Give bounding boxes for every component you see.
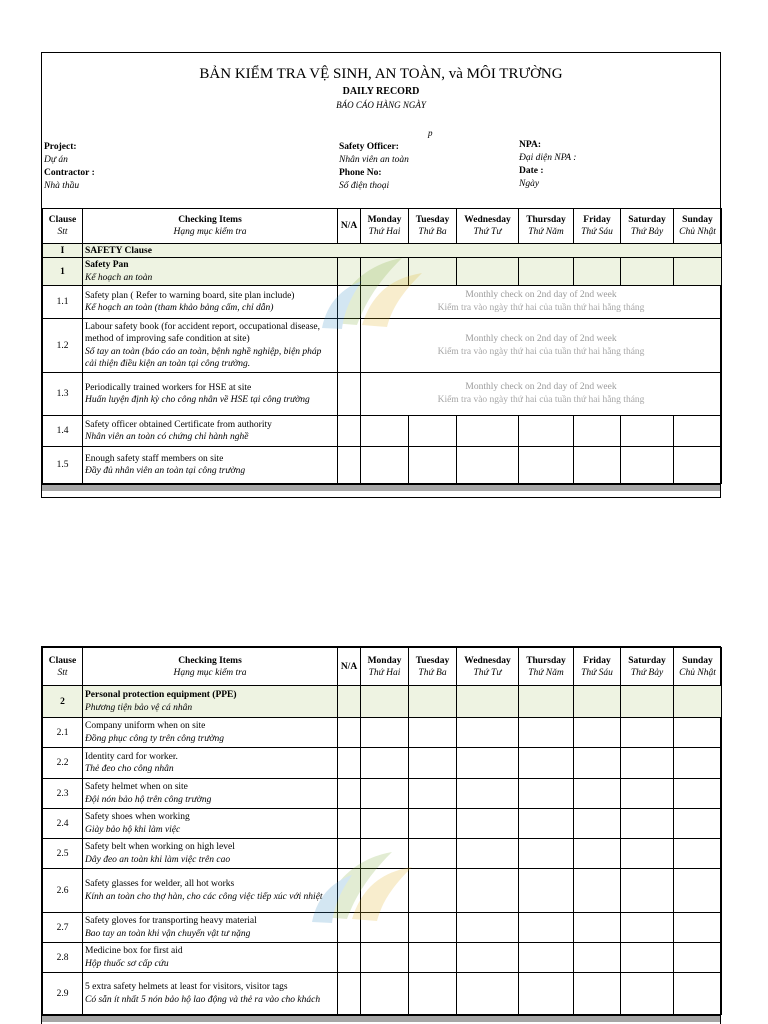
table-row [43, 718, 722, 748]
day-cell[interactable] [574, 416, 621, 447]
saturday-header: Saturday Thứ Bảy [621, 209, 674, 244]
day-cell[interactable] [674, 779, 722, 809]
day-cell[interactable] [361, 258, 409, 286]
wednesday-header: Wednesday Thứ Tư [457, 648, 519, 686]
subsection-number: 1 [43, 258, 83, 286]
day-cell[interactable] [519, 447, 574, 484]
day-cell[interactable] [519, 839, 574, 869]
day-cell[interactable] [361, 416, 409, 447]
day-cell[interactable] [457, 943, 519, 973]
monthly-check-note: Monthly check on 2nd day of 2nd week Kiểm tra vào ngày thứ hai của tuần thứ hai hằng tháng [361, 286, 722, 319]
day-cell[interactable] [574, 869, 621, 913]
subsection-item: Safety Pan Kế hoạch an toàn [83, 258, 338, 286]
day-cell[interactable] [519, 748, 574, 779]
contractor-label: Contractor : [44, 168, 95, 178]
day-cell[interactable] [457, 258, 519, 286]
day-cell[interactable] [519, 809, 574, 839]
clause-number: 1.1 [43, 286, 83, 319]
day-cell[interactable] [674, 258, 722, 286]
wednesday-header: Wednesday Thứ Tư [457, 209, 519, 244]
checking-item: Medicine box for first aid Hộp thuốc sơ cấp cứu [83, 943, 338, 973]
table-row [43, 839, 722, 869]
day-cell[interactable] [574, 686, 621, 718]
day-cell[interactable] [409, 809, 457, 839]
day-cell[interactable] [519, 913, 574, 943]
day-cell[interactable] [519, 973, 574, 1015]
na-cell[interactable] [338, 319, 361, 373]
clause-number: 2.5 [43, 839, 83, 869]
day-cell[interactable] [574, 779, 621, 809]
na-cell[interactable] [338, 447, 361, 484]
checking-item: Safety officer obtained Certificate from authority Nhân viên an toàn có chứng chỉ hành nghề [83, 416, 338, 447]
project-contractor-block [44, 141, 95, 193]
day-cell[interactable] [674, 748, 722, 779]
clause-number: 1.5 [43, 447, 83, 484]
table-header-row [43, 648, 722, 686]
day-cell[interactable] [574, 809, 621, 839]
table-row [43, 869, 722, 913]
record-sheet-page-1 [41, 52, 721, 498]
na-cell[interactable] [338, 973, 361, 1015]
table-row [43, 286, 722, 319]
section-row-safety [43, 244, 722, 258]
npa-date-block [519, 139, 576, 191]
day-cell[interactable] [409, 943, 457, 973]
day-cell[interactable] [409, 686, 457, 718]
day-cell[interactable] [674, 913, 722, 943]
table-row [43, 319, 722, 373]
clause-number: 1.3 [43, 373, 83, 416]
day-cell[interactable] [621, 943, 674, 973]
day-cell[interactable] [621, 973, 674, 1015]
day-cell[interactable] [621, 416, 674, 447]
day-cell[interactable] [519, 943, 574, 973]
clause-number: 2.8 [43, 943, 83, 973]
day-cell[interactable] [409, 869, 457, 913]
day-cell[interactable] [409, 748, 457, 779]
day-cell[interactable] [621, 718, 674, 748]
checking-items-header: Checking Items Hạng mục kiểm tra [83, 648, 338, 686]
npa-label-vi: Đại diện NPA : [519, 153, 577, 163]
checking-item: Enough safety staff members on site Đầy đủ nhân viên an toàn tại công trường [83, 447, 338, 484]
sheet-subtitle-en: DAILY RECORD [342, 86, 420, 97]
subsection-row-ppe [43, 686, 722, 718]
checking-item: Safety shoes when working Giày bảo hộ khi làm việc [83, 809, 338, 839]
day-cell[interactable] [361, 839, 409, 869]
day-cell[interactable] [574, 718, 621, 748]
na-cell[interactable] [338, 416, 361, 447]
day-cell[interactable] [674, 973, 722, 1015]
day-cell[interactable] [457, 839, 519, 869]
table-row [43, 913, 722, 943]
clause-header: Clause Stt [43, 209, 83, 244]
day-cell[interactable] [674, 447, 722, 484]
checking-item: Identity card for worker. Thẻ đeo cho công nhân [83, 748, 338, 779]
section-number: I [43, 244, 83, 258]
day-cell[interactable] [674, 839, 722, 869]
day-cell[interactable] [621, 809, 674, 839]
clause-number: 2.3 [43, 779, 83, 809]
phone-label-vi: Số điện thoại [339, 181, 390, 191]
day-cell[interactable] [409, 973, 457, 1015]
table-row [43, 373, 722, 416]
clause-number: 2.2 [43, 748, 83, 779]
day-cell[interactable] [621, 869, 674, 913]
day-cell[interactable] [621, 913, 674, 943]
day-cell[interactable] [457, 913, 519, 943]
project-label: Project: [44, 142, 77, 152]
clause-number: 2.4 [43, 809, 83, 839]
table-header-row [43, 209, 722, 244]
table-row [43, 748, 722, 779]
monday-header: Monday Thứ Hai [361, 209, 409, 244]
sunday-header: Sunday Chủ Nhật [674, 209, 722, 244]
na-cell[interactable] [338, 779, 361, 809]
na-cell[interactable] [338, 943, 361, 973]
sheet-header [42, 53, 720, 208]
clause-number: 2.6 [43, 869, 83, 913]
na-header: N/A [338, 648, 361, 686]
day-cell[interactable] [361, 779, 409, 809]
table-row [43, 447, 722, 484]
day-cell[interactable] [361, 447, 409, 484]
day-cell[interactable] [574, 748, 621, 779]
thursday-header: Thursday Thứ Năm [519, 648, 574, 686]
clause-number: 1.2 [43, 319, 83, 373]
subsection-item: Personal protection equipment (PPE) Phương tiện bảo vệ cá nhân [83, 686, 338, 718]
table-row [43, 943, 722, 973]
day-cell[interactable] [457, 416, 519, 447]
day-cell[interactable] [457, 686, 519, 718]
day-cell[interactable] [621, 686, 674, 718]
friday-header: Friday Thứ Sáu [574, 648, 621, 686]
tuesday-header: Tuesday Thứ Ba [409, 648, 457, 686]
date-label: Date : [519, 166, 544, 176]
day-cell[interactable] [457, 809, 519, 839]
day-cell[interactable] [361, 686, 409, 718]
day-cell[interactable] [409, 416, 457, 447]
monthly-check-note: Monthly check on 2nd day of 2nd week Kiểm tra vào ngày thứ hai của tuần thứ hai hằng tháng [361, 319, 722, 373]
monday-header: Monday Thứ Hai [361, 648, 409, 686]
safety-officer-label-vi: Nhân viên an toàn [339, 155, 409, 165]
day-cell[interactable] [361, 913, 409, 943]
clause-number: 2.9 [43, 973, 83, 1015]
day-cell[interactable] [519, 686, 574, 718]
day-cell[interactable] [409, 447, 457, 484]
table-row [43, 809, 722, 839]
table-row [43, 779, 722, 809]
checking-item: 5 extra safety helmets at least for visitors, visitor tags Có sẵn ít nhất 5 nón bảo hộ lao động và thẻ ra vào cho khách [83, 973, 338, 1015]
day-cell[interactable] [574, 258, 621, 286]
na-cell[interactable] [338, 839, 361, 869]
clause-number: 1.4 [43, 416, 83, 447]
na-cell[interactable] [338, 748, 361, 779]
checking-item: Safety gloves for transporting heavy material Bao tay an toàn khi vận chuyển vật tư nặng [83, 913, 338, 943]
day-cell[interactable] [409, 718, 457, 748]
day-cell[interactable] [674, 686, 722, 718]
saturday-header: Saturday Thứ Bảy [621, 648, 674, 686]
header-mark: p [428, 128, 433, 138]
checking-item: Safety plan ( Refer to warning board, site plan include) Kế hoạch an toàn (tham khảo bảng cấm, chỉ dẫn) [83, 286, 338, 319]
day-cell[interactable] [519, 869, 574, 913]
thursday-header: Thursday Thứ Năm [519, 209, 574, 244]
day-cell[interactable] [574, 973, 621, 1015]
day-cell[interactable] [361, 869, 409, 913]
officer-phone-block [339, 141, 409, 193]
day-cell[interactable] [457, 718, 519, 748]
day-cell[interactable] [361, 718, 409, 748]
day-cell[interactable] [361, 973, 409, 1015]
day-cell[interactable] [674, 416, 722, 447]
npa-label: NPA: [519, 140, 541, 150]
day-cell[interactable] [574, 839, 621, 869]
day-cell[interactable] [519, 258, 574, 286]
day-cell[interactable] [409, 779, 457, 809]
day-cell[interactable] [361, 809, 409, 839]
day-cell[interactable] [457, 779, 519, 809]
day-cell[interactable] [674, 718, 722, 748]
day-cell[interactable] [457, 447, 519, 484]
na-cell[interactable] [338, 913, 361, 943]
day-cell[interactable] [409, 839, 457, 869]
table-row [43, 973, 722, 1015]
subsection-number: 2 [43, 686, 83, 718]
day-cell[interactable] [361, 748, 409, 779]
checking-items-header: Checking Items Hạng mục kiểm tra [83, 209, 338, 244]
na-cell[interactable] [338, 286, 361, 319]
tuesday-header: Tuesday Thứ Ba [409, 209, 457, 244]
na-cell[interactable] [338, 869, 361, 913]
date-label-vi: Ngày [519, 179, 540, 189]
subsection-row-safety-plan [43, 258, 722, 286]
na-cell[interactable] [338, 809, 361, 839]
checklist-table-1 [42, 208, 722, 484]
checking-item: Safety belt when working on high level Dây đeo an toàn khi làm việc trên cao [83, 839, 338, 869]
phone-label: Phone No: [339, 168, 382, 178]
checking-item: Periodically trained workers for HSE at site Huấn luyện định kỳ cho công nhân về HSE tại công trường [83, 373, 338, 416]
day-cell[interactable] [457, 973, 519, 1015]
sunday-header: Sunday Chủ Nhật [674, 648, 722, 686]
clause-number: 2.7 [43, 913, 83, 943]
day-cell[interactable] [621, 839, 674, 869]
project-label-vi: Dự án [44, 155, 68, 165]
day-cell[interactable] [621, 447, 674, 484]
day-cell[interactable] [621, 748, 674, 779]
day-cell[interactable] [457, 869, 519, 913]
table-end-bar [42, 1015, 720, 1022]
day-cell[interactable] [674, 809, 722, 839]
day-cell[interactable] [409, 913, 457, 943]
table-row [43, 416, 722, 447]
safety-officer-label: Safety Officer: [339, 142, 399, 152]
checking-item: Safety helmet when on site Đội nón bảo hộ trên công trường [83, 779, 338, 809]
day-cell[interactable] [519, 779, 574, 809]
day-cell[interactable] [457, 748, 519, 779]
checking-item: Company uniform when on site Đồng phục công ty trên công trường [83, 718, 338, 748]
contractor-label-vi: Nhà thầu [44, 181, 80, 191]
record-sheet-page-2 [41, 646, 721, 1024]
sheet-subtitle-vi: BÁO CÁO HÀNG NGÀY [336, 100, 426, 110]
day-cell[interactable] [409, 258, 457, 286]
day-cell[interactable] [361, 943, 409, 973]
sheet-title: BẢN KIỂM TRA VỆ SINH, AN TOÀN, và MÔI TRƯỜNG [199, 66, 563, 82]
day-cell[interactable] [574, 943, 621, 973]
day-cell[interactable] [574, 913, 621, 943]
checking-item: Labour safety book (for accident report, occupational disease, method of improving safe condition at site) Sổ tay an toàn (báo cáo an toàn, bệnh nghề nghiệp, biện pháp cải thiện điều kiện an toàn tại công trường. [83, 319, 338, 373]
day-cell[interactable] [519, 416, 574, 447]
day-cell[interactable] [621, 779, 674, 809]
section-label: SAFETY Clause [83, 244, 722, 258]
checking-item: Safety glasses for welder, all hot works Kính an toàn cho thợ hàn, cho các công việc tiếp xúc với nhiệt [83, 869, 338, 913]
clause-header: Clause Stt [43, 648, 83, 686]
day-cell[interactable] [621, 258, 674, 286]
na-header: N/A [338, 209, 361, 244]
na-cell[interactable] [338, 373, 361, 416]
day-cell[interactable] [674, 943, 722, 973]
clause-number: 2.1 [43, 718, 83, 748]
day-cell[interactable] [674, 869, 722, 913]
friday-header: Friday Thứ Sáu [574, 209, 621, 244]
na-cell[interactable] [338, 686, 361, 718]
na-cell[interactable] [338, 258, 361, 286]
day-cell[interactable] [519, 718, 574, 748]
monthly-check-note: Monthly check on 2nd day of 2nd week Kiểm tra vào ngày thứ hai của tuần thứ hai hằng tháng [361, 373, 722, 416]
table-end-bar [42, 484, 720, 491]
na-cell[interactable] [338, 718, 361, 748]
day-cell[interactable] [574, 447, 621, 484]
checklist-table-2 [42, 647, 722, 1015]
